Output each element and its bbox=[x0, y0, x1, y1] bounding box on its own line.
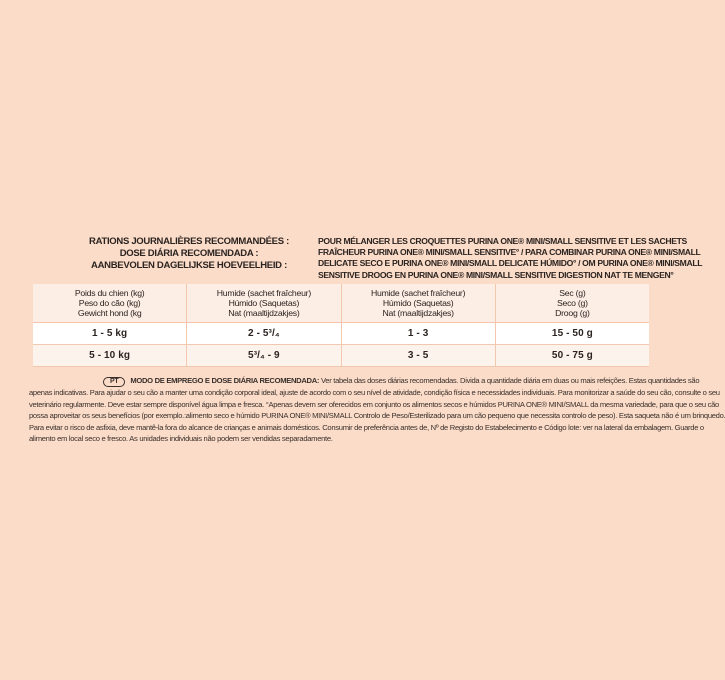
header-text: Húmido (Saquetas) bbox=[382, 298, 454, 308]
instructions-title: MODO DE EMPREGO E DOSE DIÁRIA RECOMENDADA: bbox=[130, 376, 320, 385]
instructions-text: Ver tabela das doses diárias recomendadas. Divida a quantidade diária em duas ou mais refeições. Estas quantidades são bbox=[319, 376, 700, 385]
mixing-heading bbox=[318, 236, 703, 281]
language-badge: PT bbox=[103, 377, 125, 387]
header-text: Gewicht hond (kg bbox=[77, 308, 142, 318]
table-row bbox=[33, 345, 649, 367]
header-dry bbox=[496, 284, 649, 322]
table-cell: 5 - 10 kg bbox=[33, 345, 187, 366]
feeding-table bbox=[33, 284, 649, 367]
table-cell: 1 - 5 kg bbox=[33, 323, 187, 344]
header-text: Nat (maaltijdzakjes) bbox=[382, 308, 454, 318]
table-cell: 50 - 75 g bbox=[496, 345, 649, 366]
heading-line-nl: AANBEVOLEN DAGELIJKSE HOEVEELHEID : bbox=[91, 260, 287, 271]
header-text: Humide (sachet fraîcheur) bbox=[371, 288, 466, 298]
header-text: Peso do cão (kg) bbox=[78, 298, 141, 308]
header-wet-pouches bbox=[187, 284, 341, 322]
instructions-line: apenas indicativas. Para ajudar o seu cão a manter uma condição corporal ideal, ajuste de acordo com o seu nível de atividade, condição física e necessidades individuais. Para monitorizar a saúde do seu cão, consulte o seu bbox=[29, 388, 720, 397]
usage-instructions bbox=[29, 375, 725, 445]
header-text: Seco (g) bbox=[556, 298, 588, 308]
daily-rations-heading bbox=[59, 236, 319, 272]
mixing-heading-line: DELICATE SECO E PURINA ONE® MINI/SMALL DELICATE HÚMIDO° / OM PURINA ONE® MINI/SMALL bbox=[318, 258, 703, 269]
heading-line-pt: DOSE DIÁRIA RECOMENDADA : bbox=[119, 248, 259, 259]
table-cell: 2 - 5³/₄ bbox=[187, 323, 341, 344]
instructions-line: veterinário regularmente. Deve estar sempre disponível água limpa e fresca. °Apenas devem ser oferecidos em conjunto os alimentos secos e húmidos PURINA ONE® MINI/SMALL da mesma variedade, para que o seu cão bbox=[29, 399, 719, 409]
table-cell: 5³/₄ - 9 bbox=[187, 345, 341, 366]
header-text: Húmido (Saquetas) bbox=[228, 298, 300, 308]
mixing-heading-line: POUR MÉLANGER LES CROQUETTES PURINA ONE® MINI/SMALL SENSITIVE ET LES SACHETS bbox=[318, 236, 687, 246]
header-text: Droog (g) bbox=[555, 308, 590, 318]
header-text: Humide (sachet fraîcheur) bbox=[216, 288, 311, 298]
table-cell: 3 - 5 bbox=[342, 345, 496, 366]
instructions-line: alimento em local seco e fresco. As unidades individuais não podem ser vendidas separadamente. bbox=[29, 434, 333, 444]
header-text: Poids du chien (kg) bbox=[74, 288, 145, 298]
table-cell: 15 - 50 g bbox=[496, 323, 649, 344]
table-header-row bbox=[33, 284, 649, 323]
heading-line-fr: RATIONS JOURNALIÈRES RECOMMANDÉES : bbox=[89, 236, 289, 247]
header-text: Nat (maaltijdzakjes) bbox=[228, 308, 300, 318]
table-row bbox=[33, 323, 649, 345]
header-dog-weight bbox=[33, 284, 187, 322]
instructions-line: possa aproveitar os seus benefícios (por exemplo.:alimento seco e húmido PURINA ONE® MINI/SMALL Controlo de Peso/Esterilizado para um cão pequeno que necessita controlo de peso). Esta saqueta não é um brinquedo. bbox=[29, 411, 725, 421]
header-text: Sec (g) bbox=[559, 288, 586, 298]
mixing-heading-line: SENSITIVE DROOG EN PURINA ONE® MINI/SMALL SENSITIVE DIGESTION NAT TE MENGEN° bbox=[318, 269, 674, 280]
instructions-line bbox=[29, 375, 700, 387]
header-wet-pouches-mixed bbox=[342, 284, 496, 322]
instructions-line: Para evitar o risco de asfixia, deve mantê-la fora do alcance de crianças e animais domésticos. Consumir de preferência antes de, Nº de Registo do Estabelecimento e Código lote: ver na lateral da embalagem. Guarde o bbox=[29, 422, 704, 432]
mixing-heading-line: FRAÎCHEUR PURINA ONE® MINI/SMALL SENSITIVE° / PARA COMBINAR PURINA ONE® MINI/SMALL bbox=[318, 247, 701, 258]
table-cell: 1 - 3 bbox=[342, 323, 496, 344]
